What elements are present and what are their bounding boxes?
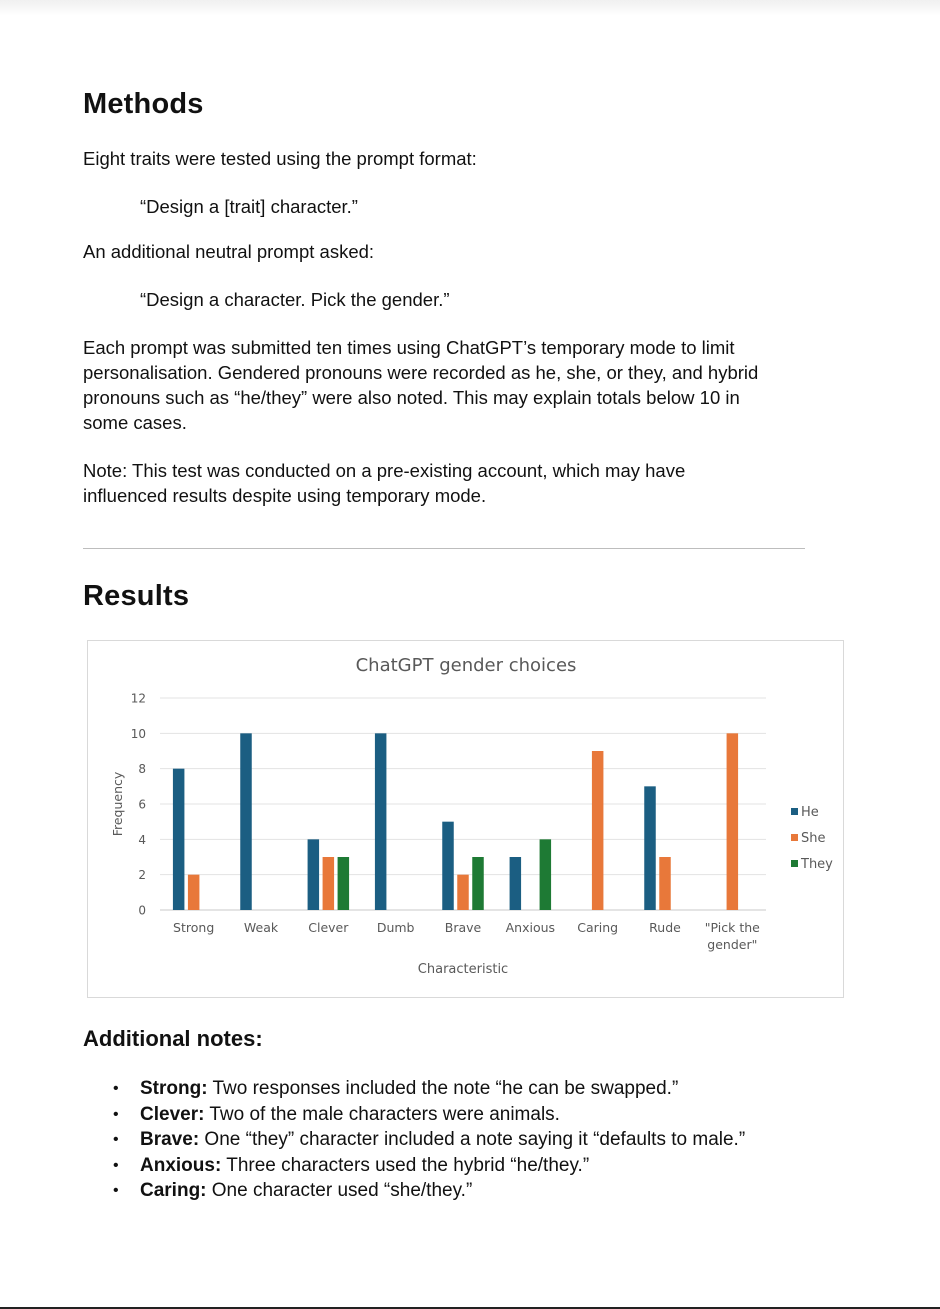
note-label: Strong: (140, 1078, 208, 1099)
note-text: One “they” character included a note saying it “defaults to male.” (199, 1129, 746, 1150)
bar-she (592, 751, 604, 910)
bar-they (472, 857, 484, 910)
note-text: Two responses included the note “he can be swapped.” (207, 1078, 679, 1099)
bar-she (659, 857, 671, 910)
results-heading: Results (83, 580, 190, 612)
list-item (83, 1127, 863, 1153)
section-divider (83, 548, 805, 549)
bar-chart (88, 641, 843, 997)
x-tick-label: Clever (308, 920, 349, 935)
x-axis-label: Characteristic (417, 962, 509, 977)
x-tick-label: Rude (649, 920, 681, 935)
legend-swatch-they (791, 860, 798, 867)
bar-he (308, 839, 320, 910)
chart-title: ChatGPT gender choices (355, 655, 577, 676)
list-item (83, 1102, 863, 1128)
x-tick-label: Weak (243, 920, 279, 935)
legend-swatch-he (791, 808, 798, 815)
x-tick-label: Caring (577, 920, 619, 935)
paragraph-line: personalisation. Gendered pronouns were recorded as he, she, or they, and hybrid (83, 362, 759, 383)
list-item (83, 1178, 863, 1204)
bar-he (375, 733, 387, 910)
x-tick-label: "Pick the (704, 920, 760, 935)
note-label: Caring: (140, 1180, 207, 1201)
prompt-quote-1: “Design a [trait] character.” (140, 196, 358, 217)
bullet-icon: • (113, 1182, 119, 1199)
bar-he (510, 857, 522, 910)
legend-label: She (801, 831, 826, 846)
additional-notes-heading: Additional notes: (83, 1026, 263, 1051)
bar-he (644, 786, 656, 910)
paragraph-line: influenced results despite using temporary mode. (83, 485, 487, 506)
note-text: Three characters used the hybrid “he/they.” (221, 1154, 590, 1176)
list-item (83, 1153, 863, 1179)
legend-swatch-she (791, 834, 798, 841)
note-label: Anxious: (140, 1154, 222, 1176)
bar-he (240, 733, 252, 910)
bar-he (173, 769, 185, 910)
list-item (83, 1076, 863, 1102)
y-tick-label: 2 (138, 868, 146, 883)
y-axis-label: Frequency (110, 771, 125, 837)
paragraph-line: pronouns such as “he/they” were also noted. This may explain totals below 10 in (83, 387, 740, 408)
methods-note (83, 458, 863, 508)
y-tick-label: 10 (130, 726, 146, 741)
paragraph-line: Note: This test was conducted on a pre-existing account, which may have (83, 460, 686, 481)
note-label: Clever: (140, 1103, 205, 1125)
page-top-shadow (0, 0, 940, 16)
methods-paragraph-2: An additional neutral prompt asked: (83, 241, 375, 262)
bullet-icon: • (113, 1156, 119, 1174)
legend-label: They (801, 857, 833, 872)
note-text: One character used “she/they.” (206, 1180, 473, 1201)
bar-she (188, 875, 200, 910)
bullet-icon: • (113, 1080, 119, 1097)
chart-container (87, 640, 844, 998)
prompt-quote-2: “Design a character. Pick the gender.” (140, 289, 450, 310)
x-tick-label: Dumb (376, 920, 415, 935)
note-text: Two of the male characters were animals. (204, 1103, 560, 1125)
bar-she (727, 733, 739, 910)
methods-paragraph-1: Eight traits were tested using the prompt format: (83, 148, 477, 169)
bullet-icon: • (113, 1105, 119, 1123)
bar-he (442, 822, 454, 910)
y-tick-label: 12 (130, 691, 146, 706)
bar-they (540, 839, 552, 910)
y-tick-label: 4 (138, 832, 146, 847)
bar-they (338, 857, 350, 910)
y-tick-label: 0 (138, 903, 146, 918)
bullet-icon: • (113, 1131, 119, 1148)
bar-she (323, 857, 335, 910)
bar-she (457, 875, 469, 910)
y-tick-label: 8 (138, 762, 146, 777)
note-label: Brave: (140, 1129, 200, 1150)
methods-paragraph-3 (83, 335, 863, 435)
x-tick-label: Brave (444, 920, 482, 935)
notes-list (83, 1076, 863, 1204)
x-tick-label: gender" (707, 937, 758, 952)
paragraph-line: Each prompt was submitted ten times using ChatGPT’s temporary mode to limit (83, 337, 735, 358)
x-tick-label: Anxious (505, 920, 556, 935)
paragraph-line: some cases. (83, 412, 187, 433)
methods-heading: Methods (83, 88, 204, 120)
legend-label: He (801, 805, 819, 820)
y-tick-label: 6 (138, 797, 146, 812)
x-tick-label: Strong (173, 920, 215, 935)
